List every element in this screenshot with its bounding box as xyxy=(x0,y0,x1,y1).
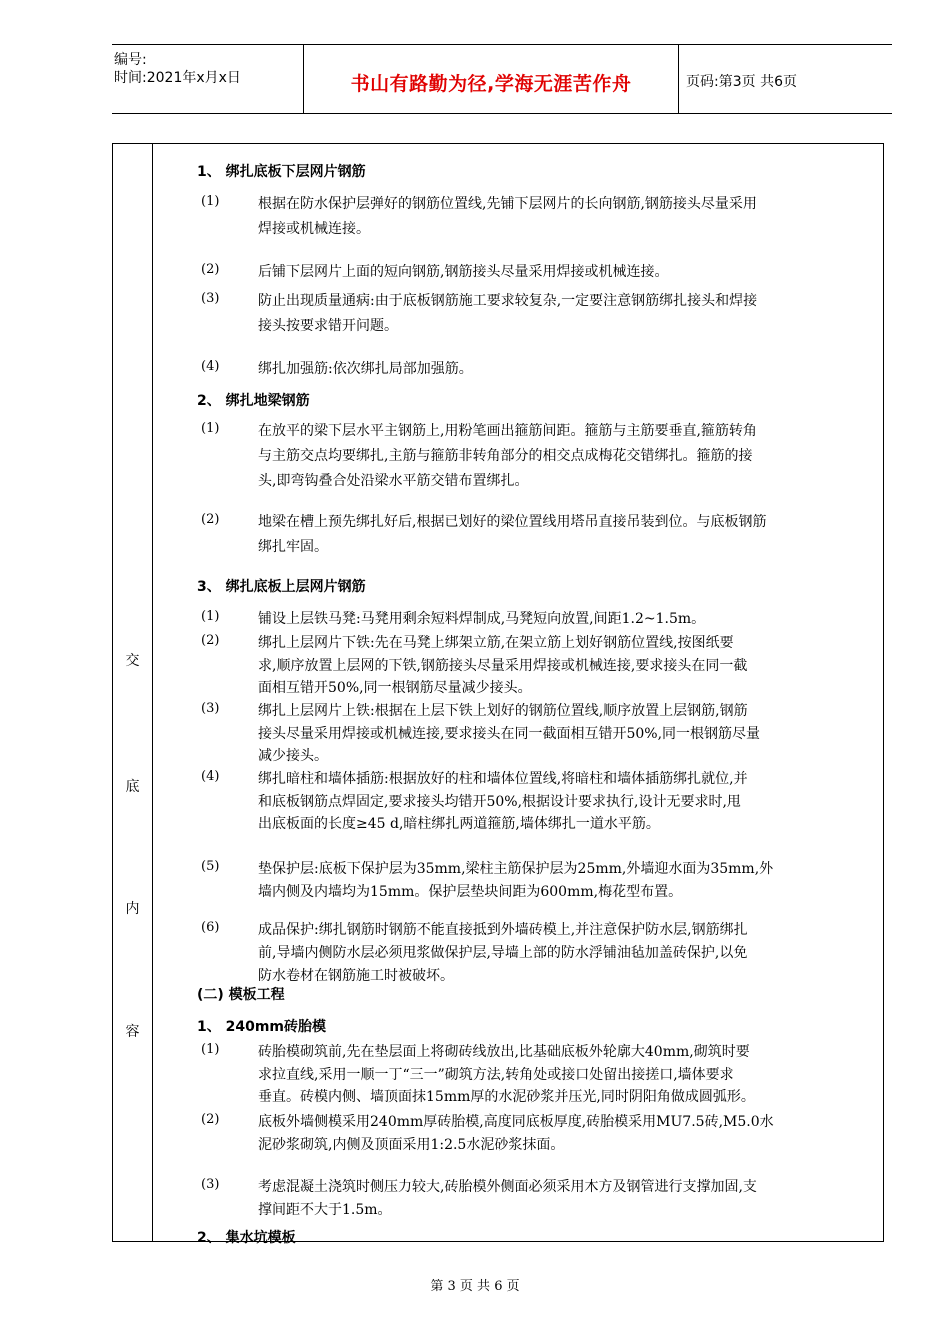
item-text-line: 绑扎暗柱和墙体插筋:根据放好的柱和墙体位置线,将暗柱和墙体插筋绑扎就位,并 xyxy=(258,771,748,787)
item-text-line: 求拉直线,采用一顺一丁“三一”砌筑方法,转角处或接口处留出接搓口,墙体要求 xyxy=(258,1066,734,1083)
item-number: (2) xyxy=(201,633,220,648)
item-number: (2) xyxy=(201,262,220,277)
item-number: (2) xyxy=(201,512,220,527)
item-number: (3) xyxy=(201,1177,220,1192)
page-header xyxy=(112,44,892,114)
item-text-line: 绑扎上层网片上铁:根据在上层下铁上划好的钢筋位置线,顺序放置上层钢筋,钢筋 xyxy=(258,703,748,719)
section-heading: 3、 绑扎底板上层网片钢筋 xyxy=(197,579,366,595)
code-label: 编号: xyxy=(114,52,147,68)
section-heading: 1、 240mm砖胎模 xyxy=(197,1019,327,1035)
item-text-line: 根据在防水保护层弹好的钢筋位置线,先铺下层网片的长向钢筋,钢筋接头尽量采用 xyxy=(258,196,757,212)
item-number: (1) xyxy=(201,609,220,624)
header-motto-cell xyxy=(304,45,679,113)
item-text-line: 面相互错开50%,同一根钢筋尽量减少接头。 xyxy=(258,680,532,696)
side-label-4: 容 xyxy=(125,1024,140,1040)
content-body xyxy=(153,144,883,1246)
item-number: (3) xyxy=(201,291,220,306)
section-heading: (二) 模板工程 xyxy=(197,987,285,1003)
item-text-line: 出底板面的长度≥45 d,暗柱绑扎两道箍筋,墙体绑扎一道水平筋。 xyxy=(258,816,660,832)
item-text-line: 地梁在槽上预先绑扎好后,根据已划好的梁位置线用塔吊直接吊装到位。与底板钢筋 xyxy=(258,514,767,530)
item-text-line: 接头尽量采用焊接或机械连接,要求接头在同一截面相互错开50%,同一根钢筋尽量 xyxy=(258,725,761,742)
item-text-line: 焊接或机械连接。 xyxy=(258,221,370,237)
item-number: (5) xyxy=(201,859,220,874)
item-text-line: 成品保护:绑扎钢筋时钢筋不能直接抵到外墙砖模上,并注意保护防水层,钢筋绑扎 xyxy=(258,922,748,938)
item-text-line: 考虑混凝土浇筑时侧压力较大,砖胎模外侧面必须采用木方及钢管进行支撑加固,支 xyxy=(258,1179,757,1195)
section-heading: 2、 集水坑模板 xyxy=(197,1230,296,1246)
item-number: (2) xyxy=(201,1112,220,1127)
header-meta-cell xyxy=(112,45,304,113)
item-number: (4) xyxy=(201,359,220,374)
item-number: (1) xyxy=(201,194,220,209)
item-number: (6) xyxy=(201,920,220,935)
section-heading: 2、 绑扎地梁钢筋 xyxy=(197,393,310,409)
item-text-line: 在放平的梁下层水平主钢筋上,用粉笔画出箍筋间距。箍筋与主筋要垂直,箍筋转角 xyxy=(258,423,757,439)
item-text-line: 和底板钢筋点焊固定,要求接头均错开50%,根据设计要求执行,设计无要求时,甩 xyxy=(258,793,741,810)
time-label: 时间:2021年x月x日 xyxy=(114,70,241,86)
page-number-label: 页码:第3页 共6页 xyxy=(686,74,797,90)
item-text-line: 泥砂浆砌筑,内侧及顶面采用1:2.5水泥砂浆抹面。 xyxy=(258,1136,565,1153)
item-text-line: 绑扎上层网片下铁:先在马凳上绑架立筋,在架立筋上划好钢筋位置线,按图纸要 xyxy=(258,635,734,651)
item-text-line: 砖胎模砌筑前,先在垫层面上将砌砖线放出,比基础底板外轮廓大40mm,砌筑时要 xyxy=(258,1044,750,1060)
side-label-1: 交 xyxy=(125,653,140,669)
item-text-line: 防止出现质量通病:由于底板钢筋施工要求较复杂,一定要注意钢筋绑扎接头和焊接 xyxy=(258,293,758,309)
item-number: (3) xyxy=(201,701,220,716)
item-text-line: 求,顺序放置上层网的下铁,钢筋接头尽量采用焊接或机械连接,要求接头在同一截 xyxy=(258,657,748,674)
item-text-line: 撑间距不大于1.5m。 xyxy=(258,1201,392,1218)
item-number: (4) xyxy=(201,769,220,784)
item-text-line: 垂直。砖模内侧、墙顶面抹15mm厚的水泥砂浆并压光,同时阴阳角做成圆弧形。 xyxy=(258,1089,755,1105)
item-text-line: 底板外墙侧模采用240mm厚砖胎模,高度同底板厚度,砖胎模采用MU7.5砖,M5.0水 xyxy=(258,1114,774,1130)
item-text-line: 与主筋交点均要绑扎,主筋与箍筋非转角部分的相交点成梅花交错绑扎。箍筋的接 xyxy=(258,448,753,464)
item-text-line: 绑扎牢固。 xyxy=(258,539,328,555)
item-text-line: 前,导墙内侧防水层必须甩浆做保护层,导墙上部的防水浮铺油毡加盖砖保护,以免 xyxy=(258,945,748,961)
section-heading: 1、 绑扎底板下层网片钢筋 xyxy=(197,164,366,180)
item-text-line: 墙内侧及内墙均为15mm。保护层垫块间距为600mm,梅花型布置。 xyxy=(258,883,683,900)
item-text-line: 接头按要求错开问题。 xyxy=(258,318,398,334)
item-number: (1) xyxy=(201,421,220,436)
page-footer: 第 3 页 共 6 页 xyxy=(430,1279,520,1294)
item-text-line: 后铺下层网片上面的短向钢筋,钢筋接头尽量采用焊接或机械连接。 xyxy=(258,264,669,280)
side-label-3: 内 xyxy=(125,901,140,917)
item-text-line: 绑扎加强筋:依次绑扎局部加强筋。 xyxy=(258,361,473,377)
item-text-line: 防水卷材在钢筋施工时被破坏。 xyxy=(258,968,454,984)
item-number: (1) xyxy=(201,1042,220,1057)
side-label-2: 底 xyxy=(125,779,140,795)
content-table xyxy=(112,143,884,1246)
motto-text: 书山有路勤为径,学海无涯苦作舟 xyxy=(350,73,632,95)
item-text-line: 减少接头。 xyxy=(258,748,328,764)
item-text-line: 垫保护层:底板下保护层为35mm,梁柱主筋保护层为25mm,外墙迎水面为35mm,外 xyxy=(258,861,774,877)
item-text-line: 铺设上层铁马凳:马凳用剩余短料焊制成,马凳短向放置,间距1.2~1.5m。 xyxy=(258,611,706,627)
item-text-line: 头,即弯钩叠合处沿梁水平筋交错布置绑扎。 xyxy=(258,473,529,489)
